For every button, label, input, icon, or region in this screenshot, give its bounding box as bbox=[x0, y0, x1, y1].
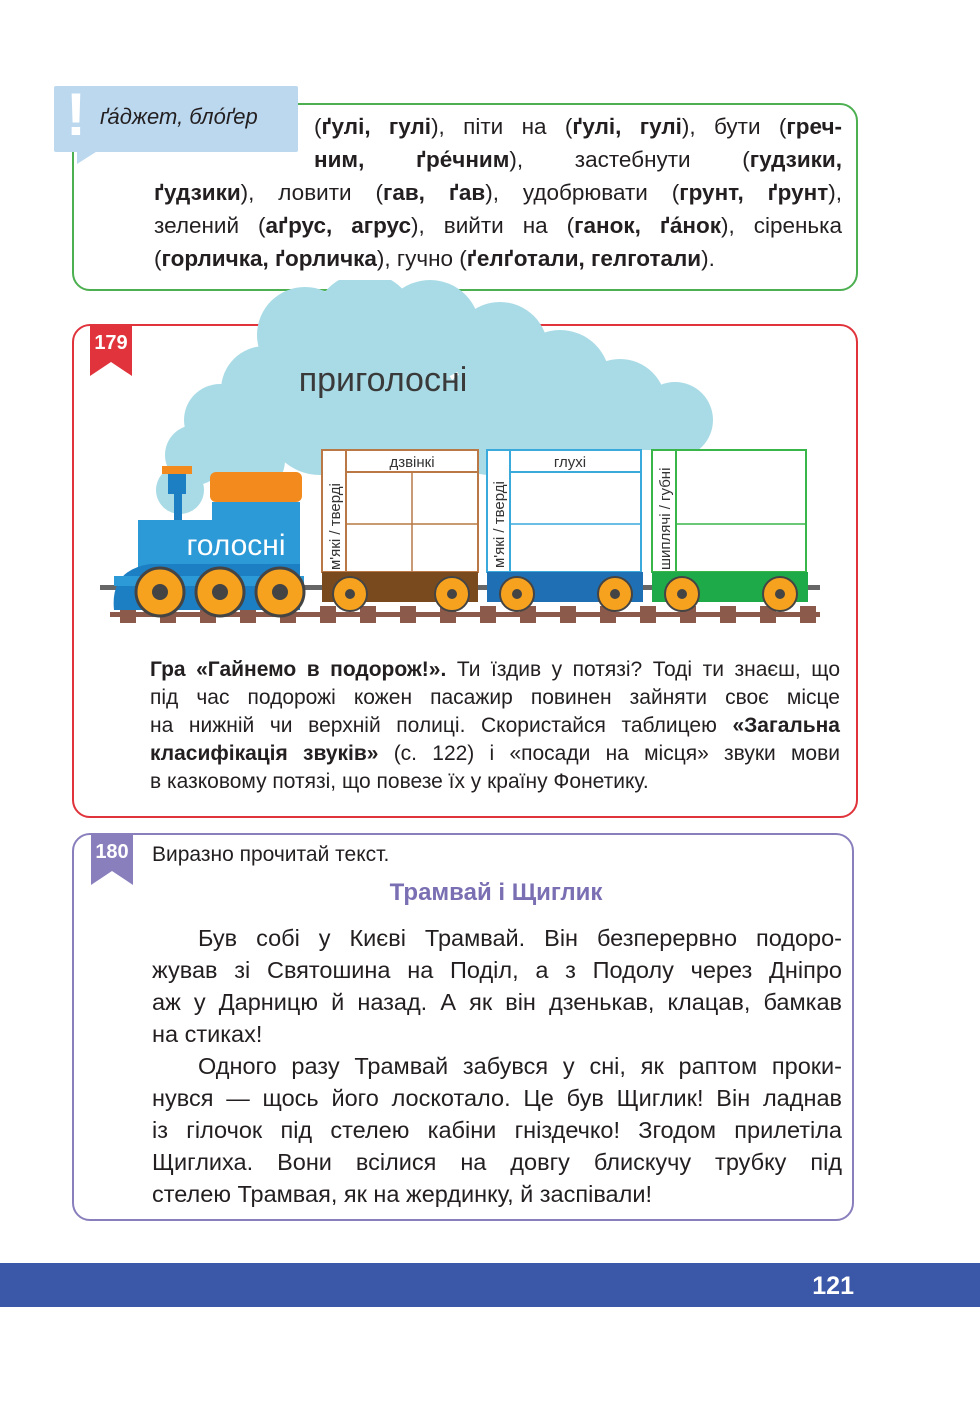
exercise-179-line bbox=[150, 712, 840, 740]
text-fragment: ( bbox=[154, 246, 162, 271]
exclamation-icon: ! bbox=[66, 81, 86, 148]
car-1-header: дзвінкі bbox=[389, 454, 435, 471]
bold-text: «Загальна bbox=[732, 714, 840, 737]
bold-text: горличка, ґорличка bbox=[161, 246, 377, 271]
cloud-label: приголосні bbox=[298, 361, 468, 399]
bold-text: греч- bbox=[786, 114, 843, 139]
note-line bbox=[314, 143, 842, 176]
note-line bbox=[154, 209, 842, 242]
text-fragment: (с. 122) і «посади на місця» звуки мови bbox=[378, 742, 840, 765]
bold-text: гудзики, bbox=[749, 147, 842, 172]
bold-text: класифікація звуків» bbox=[150, 742, 379, 765]
note-words: ґа́джет, бло́ґер bbox=[100, 104, 258, 129]
text-fragment: ), сіренька bbox=[720, 213, 842, 238]
text-fragment: ), піти на ( bbox=[431, 114, 573, 139]
car-1 bbox=[322, 450, 478, 611]
text-fragment: Ти їздив у потязі? Тоді ти знаєш, що bbox=[446, 658, 841, 681]
exercise-179-text bbox=[150, 656, 840, 796]
story-line: жував зі Святошина на Поділ, а з Подолу через Дніпро bbox=[152, 957, 842, 983]
story-line: із гілочок під стелею кабіни гніздечко! Згодом прилетіла bbox=[152, 1117, 842, 1143]
bold-text: гав, ґав bbox=[382, 180, 486, 205]
story-line: Одного разу Трамвай забувся у сні, як раптом проки- bbox=[198, 1053, 842, 1079]
page-number: 121 bbox=[812, 1272, 854, 1300]
story-line: Щиглиха. Вони всілися на довгу блискучу трубку під bbox=[152, 1149, 842, 1175]
text-fragment: ), ловити ( bbox=[240, 180, 383, 205]
car-2-side-label: м'які / тверді bbox=[491, 481, 508, 568]
story-line: Був собі у Києві Трамвай. Він безперервно подоро- bbox=[198, 925, 842, 951]
note-tab-tail bbox=[77, 150, 99, 164]
exercise-180-title: Трамвай і Щиглик bbox=[389, 879, 603, 906]
car-3 bbox=[652, 450, 808, 611]
car-2-header: глухі bbox=[553, 454, 587, 471]
note-line bbox=[314, 110, 842, 143]
bold-text: ним, ґре́чним bbox=[314, 147, 510, 172]
bold-text: ганок, ґа́нок bbox=[574, 213, 721, 238]
exercise-179-line bbox=[150, 768, 840, 796]
note-text bbox=[154, 110, 842, 275]
exercise-179-number: 179 bbox=[94, 332, 128, 354]
text-fragment: ). bbox=[701, 246, 715, 271]
bold-text: ґулі, гулі bbox=[321, 114, 432, 139]
note-line bbox=[154, 242, 842, 275]
train-illustration bbox=[100, 280, 830, 630]
bold-text: ґелґотали, гелготали bbox=[466, 246, 702, 271]
exercise-180-text bbox=[152, 922, 842, 1210]
bold-text: ґулі, гулі bbox=[572, 114, 682, 139]
text-fragment: на нижній чи верхній полиці. Скористайся таблицею bbox=[150, 714, 733, 737]
text-fragment: ( bbox=[314, 114, 322, 139]
note-line bbox=[154, 176, 842, 209]
bold-text: аґрус, агрус bbox=[265, 213, 412, 238]
text-fragment: ), гучно ( bbox=[376, 246, 467, 271]
exercise-180-number: 180 bbox=[95, 841, 129, 863]
car-3-side-label: шиплячі / губні bbox=[657, 467, 674, 570]
exercise-179-line bbox=[150, 684, 840, 712]
car-1-side-label: м'які / тверді bbox=[327, 483, 344, 570]
bold-text: Гра «Гайнемо в подорож!». bbox=[150, 658, 447, 681]
bold-text: грунт, ґрунт bbox=[679, 180, 829, 205]
text-fragment: ), удобрювати ( bbox=[485, 180, 680, 205]
engine-label: голосні bbox=[186, 529, 286, 562]
text-fragment: ), застебнути ( bbox=[509, 147, 750, 172]
text-fragment: ), вийти на ( bbox=[411, 213, 575, 238]
text-fragment: в казковому потязі, що повезе їх у країну Фонетику. bbox=[150, 770, 649, 793]
story-line: стелею Трамвая, як на жердинку, й заспівали! bbox=[152, 1181, 652, 1207]
story-line: нувся — щось його лоскотало. Це був Щиглик! Він ладнав bbox=[152, 1085, 842, 1111]
text-fragment: під час подорожі кожен пасажир повинен зайняти своє місце bbox=[150, 686, 840, 709]
text-fragment: зелений ( bbox=[154, 213, 266, 238]
text-fragment: ), бути ( bbox=[681, 114, 787, 139]
story-line: на стиках! bbox=[152, 1021, 263, 1047]
exercise-180-instruction: Виразно прочитай текст. bbox=[152, 843, 390, 866]
exercise-179-line bbox=[150, 740, 840, 768]
car-2 bbox=[487, 450, 643, 611]
locomotive-wheels bbox=[136, 568, 304, 616]
text-fragment: ), bbox=[828, 180, 842, 205]
bold-text: ґудзики bbox=[154, 180, 241, 205]
exercise-179-line bbox=[150, 656, 840, 684]
story-line: аж у Дарницю й назад. А як він дзенькав, клацав, бамкав bbox=[152, 989, 842, 1015]
